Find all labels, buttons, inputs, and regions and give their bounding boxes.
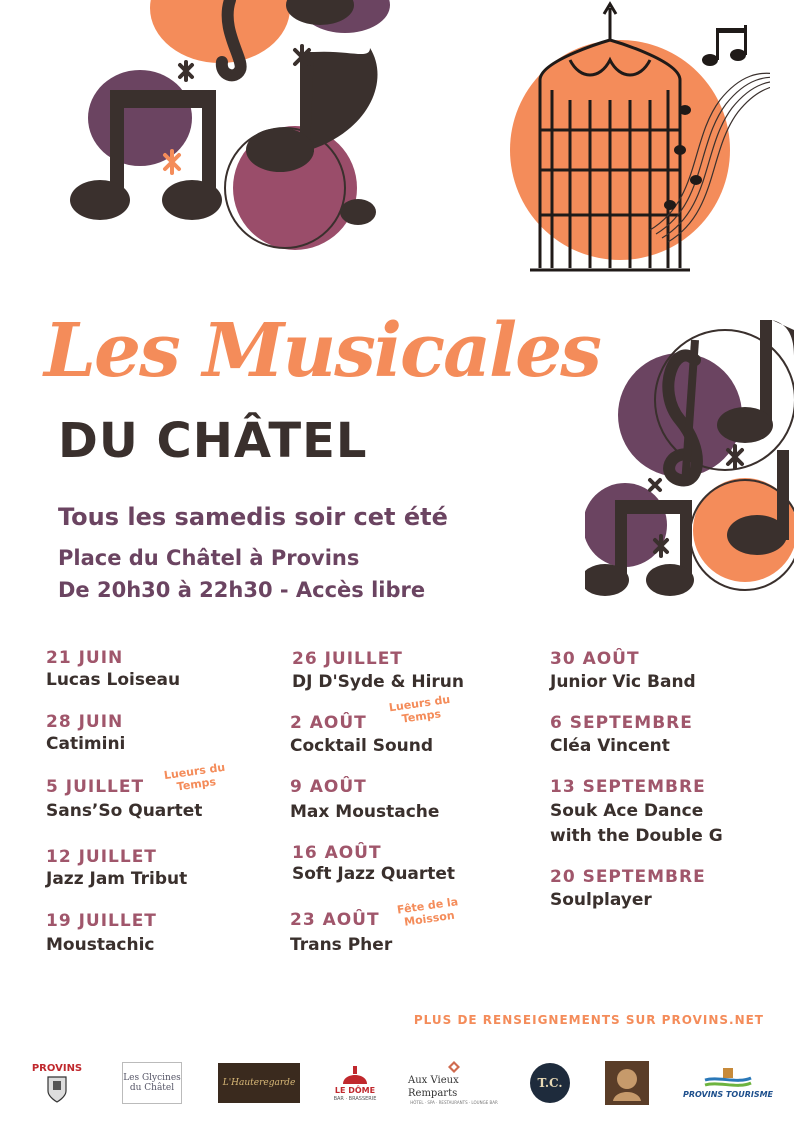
provins-logo-text: PROVINS xyxy=(31,1063,83,1074)
title-subtitle: DU CHÂTEL xyxy=(58,413,368,469)
event-artist: Max Moustache xyxy=(290,802,440,822)
provins-logo xyxy=(26,1058,88,1108)
event-artist: Junior Vic Band xyxy=(550,672,696,692)
tavern-logo xyxy=(604,1058,650,1108)
event-date: 16 AOÛT xyxy=(292,843,382,863)
glycines-logo-text: Les Glycines du Châtel xyxy=(122,1062,182,1104)
event-date: 6 SEPTEMBRE xyxy=(550,713,693,733)
glycines-logo xyxy=(122,1058,182,1108)
hauteregarde-logo xyxy=(217,1058,301,1108)
event-date: 9 AOÛT xyxy=(290,777,367,797)
event-date: 28 JUIN xyxy=(46,712,124,732)
event-date: 19 JUILLET xyxy=(46,911,157,931)
event-date: 21 JUIN xyxy=(46,648,124,668)
aux-vieux-remparts-logo xyxy=(408,1058,500,1108)
event-date: 23 AOÛT xyxy=(290,910,380,930)
event-artist: Soft Jazz Quartet xyxy=(292,864,456,884)
event-date: 13 SEPTEMBRE xyxy=(550,777,706,797)
tavern-illustration-icon xyxy=(605,1061,649,1105)
event-artist: Cléa Vincent xyxy=(550,736,670,756)
event-tag: Lueurs du Temps xyxy=(388,692,451,726)
event-date: 5 JUILLET xyxy=(46,777,145,797)
remparts-emblem-icon xyxy=(447,1060,461,1074)
title-script: Les Musicales xyxy=(44,308,600,394)
event-artist: with the Double G xyxy=(550,826,723,846)
aux-vieux-remparts-logo-subtext: HÔTEL · SPA · RESTAURANTS · LOUNGE BAR xyxy=(410,1100,498,1105)
event-artist: Cocktail Sound xyxy=(290,736,434,756)
provins-tourisme-emblem-icon xyxy=(703,1066,753,1090)
event-tag: Lueurs du Temps xyxy=(163,760,226,794)
event-date: 26 JUILLET xyxy=(292,649,403,669)
event-tag: Fête de la Moisson xyxy=(396,895,459,929)
music-notes-right-illustration xyxy=(585,300,794,610)
event-artist: Jazz Jam Tribut xyxy=(46,869,188,889)
aux-vieux-remparts-logo-text: Aux Vieux Remparts xyxy=(408,1075,459,1099)
ledome-logo-text: LE DÔME xyxy=(334,1085,376,1095)
more-info-link[interactable]: PLUS DE RENSEIGNEMENTS SUR PROVINS.NET xyxy=(413,1013,764,1027)
hauteregarde-logo-text: L'Hauteregarde xyxy=(218,1063,300,1103)
place-line: Place du Châtel à Provins xyxy=(58,546,360,570)
ledome-logo-subtext: BAR · BRASSERIE xyxy=(333,1095,377,1102)
event-date: 2 AOÛT xyxy=(290,713,367,733)
ledome-logo xyxy=(330,1058,380,1108)
event-artist: Sans’So Quartet xyxy=(46,801,203,821)
tagline: Tous les samedis soir cet été xyxy=(58,503,448,531)
event-artist: Moustachic xyxy=(46,935,155,955)
event-date: 20 SEPTEMBRE xyxy=(550,867,706,887)
event-artist: Soulplayer xyxy=(550,890,652,910)
music-notes-top-left-illustration xyxy=(70,0,400,270)
event-date: 12 JUILLET xyxy=(46,847,157,867)
event-artist: Catimini xyxy=(46,734,126,754)
event-date: 30 AOÛT xyxy=(550,649,640,669)
tc-logo-text: T.C. xyxy=(530,1063,570,1103)
provins-tourisme-logo-text: PROVINS TOURISME xyxy=(682,1090,774,1099)
tc-logo xyxy=(528,1058,572,1108)
provins-crest-icon xyxy=(46,1075,68,1103)
gate-illustration xyxy=(500,0,770,280)
event-artist: Souk Ace Dance xyxy=(550,801,704,821)
hours-line: De 20h30 à 22h30 - Accès libre xyxy=(58,578,426,602)
event-artist: Lucas Loiseau xyxy=(46,670,181,690)
provins-tourisme-logo xyxy=(682,1058,774,1108)
event-artist: Trans Pher xyxy=(290,935,393,955)
event-artist: DJ D'Syde & Hirun xyxy=(292,672,465,692)
dome-icon xyxy=(340,1064,370,1086)
